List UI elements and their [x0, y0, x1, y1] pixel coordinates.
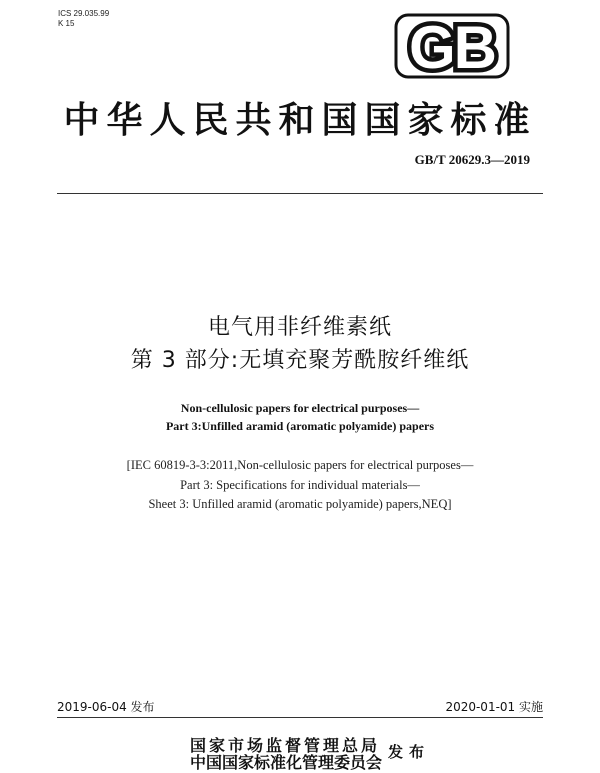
english-title-line-1: Non-cellulosic papers for electrical purposes— [180, 401, 420, 415]
ccs-code: K 15 [58, 19, 75, 28]
issuer-line-1: 国家市场监督管理总局 [190, 736, 381, 755]
iec-reference-line-1: [IEC 60819-3-3:2011,Non-cellulosic papers for electrical purposes— [126, 458, 474, 472]
iec-reference-line-2: Part 3: Specifications for individual materials— [180, 478, 420, 492]
implementation-date: 2020-01-01 实施 [445, 700, 543, 714]
chinese-title-line-1: 电气用非纤维素纸 [207, 315, 392, 340]
iec-reference-line-3: Sheet 3: Unfilled aramid (aromatic polyamide) papers,NEQ] [148, 497, 452, 511]
issuer-line-2: 中国国家标准化管理委员会 [190, 753, 383, 772]
gb-logo-text: GB [409, 14, 495, 80]
gb-logo [393, 12, 511, 80]
header-divider [57, 193, 543, 194]
publish-date: 2019-06-04 发布 [57, 700, 155, 714]
footer-divider [57, 717, 543, 718]
standard-category-title: 中华人民共和国国家标准 [63, 100, 537, 141]
issue-label: 发布 [388, 743, 431, 761]
chinese-title-line-2: 第 3 部分:无填充聚芳酰胺纤维纸 [130, 348, 470, 373]
classification-codes [58, 9, 109, 29]
ics-code: ICS 29.035.99 [58, 9, 110, 18]
standard-number: GB/T 20629.3—2019 [414, 152, 530, 167]
english-title-line-2: Part 3:Unfilled aramid (aromatic polyamide) papers [165, 419, 435, 433]
